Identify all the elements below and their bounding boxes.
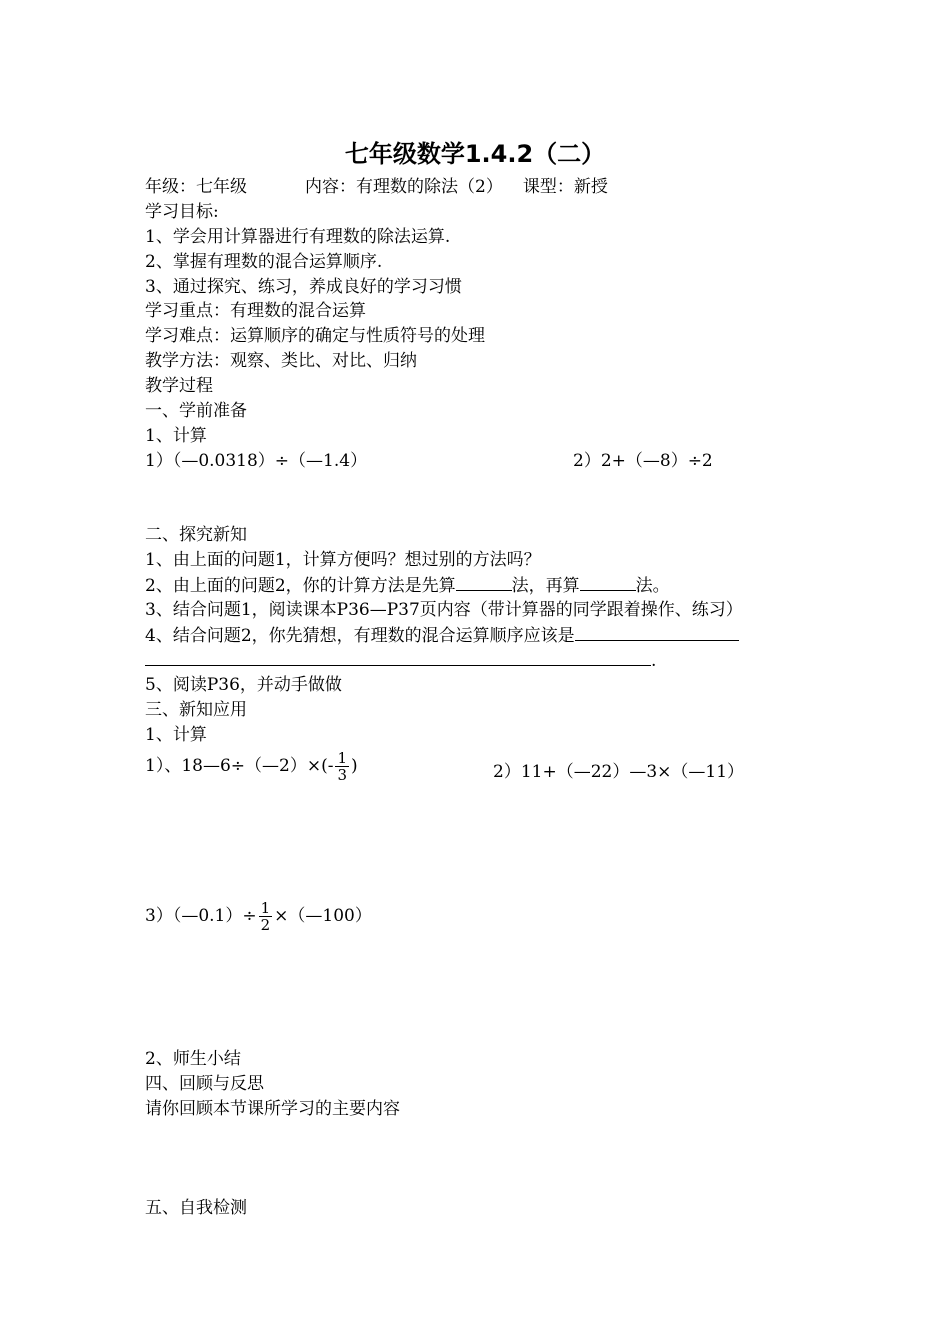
answer-blank[interactable] <box>575 624 739 641</box>
fraction: $\frac{1}{3}$ <box>337 749 347 784</box>
difficulty: 学习难点：运算顺序的确定与性质符号的处理 <box>145 326 485 346</box>
section4-text: 请你回顾本节课所学习的主要内容 <box>145 1099 400 1119</box>
header-info-row <box>145 176 608 198</box>
process-heading: 教学过程 <box>145 376 213 396</box>
section2-item-1: 1、由上面的问题1，计算方便吗？想过别的方法吗？ <box>145 550 541 570</box>
section2-item-5: 5、阅读P36，并动手做做 <box>145 675 342 695</box>
section4-heading: 四、回顾与反思 <box>145 1074 264 1094</box>
section1-heading: 一、学前准备 <box>145 401 247 421</box>
section3-sub-2: 2、师生小结 <box>145 1049 241 1069</box>
fraction: $\frac{1}{2}$ <box>260 899 271 934</box>
section5-heading: 五、自我检测 <box>145 1198 247 1218</box>
content-label: 内容：有理数的除法（2） <box>305 177 503 197</box>
page-title: 七年级数学1.4.2（二） <box>344 140 606 168</box>
section3-heading: 三、新知应用 <box>145 700 247 720</box>
grade-label: 年级：七年级 <box>145 177 247 197</box>
answer-blank[interactable] <box>145 649 651 666</box>
section3-question-3: 3）（—0.1）÷ $\frac{1}{2}$ ×（—100） <box>145 899 372 934</box>
lesson-type-label: 课型：新授 <box>522 177 608 197</box>
objective-item: 1、学会用计算器进行有理数的除法运算. <box>145 227 451 247</box>
section3-question-2: 2）11+（—22）—3×（—11） <box>493 762 745 782</box>
teaching-method: 教学方法：观察、类比、对比、归纳 <box>145 351 417 371</box>
section2-item-4-continuation: . <box>145 649 656 672</box>
section1-question-1: 1）（—0.0318）÷（—1.4） <box>145 451 368 471</box>
section2-item-2: 2、由上面的问题2，你的计算方法是先算 法，再算 法。 <box>145 576 670 596</box>
objective-item: 2、掌握有理数的混合运算顺序. <box>145 252 383 272</box>
objectives-heading: 学习目标: <box>145 202 219 222</box>
section2-heading: 二、探究新知 <box>145 525 247 545</box>
section2-item-4: 4、结合问题2，你先猜想，有理数的混合运算顺序应该是 <box>145 624 739 647</box>
section3-question-1: 1）、18—6÷（—2）×(- $\frac{1}{3}$ ) <box>145 749 358 784</box>
answer-blank[interactable] <box>580 574 636 591</box>
answer-blank[interactable] <box>456 574 512 591</box>
section1-sub: 1、计算 <box>145 426 207 446</box>
section2-item-3: 3、结合问题1，阅读课本P36—P37页内容（带计算器的同学跟着操作、练习） <box>145 600 743 620</box>
objective-item: 3、通过探究、练习，养成良好的学习习惯 <box>145 277 462 297</box>
key-point: 学习重点：有理数的混合运算 <box>145 301 366 321</box>
section3-sub: 1、计算 <box>145 725 207 745</box>
section1-question-2: 2）2+（—8）÷2 <box>573 451 713 471</box>
